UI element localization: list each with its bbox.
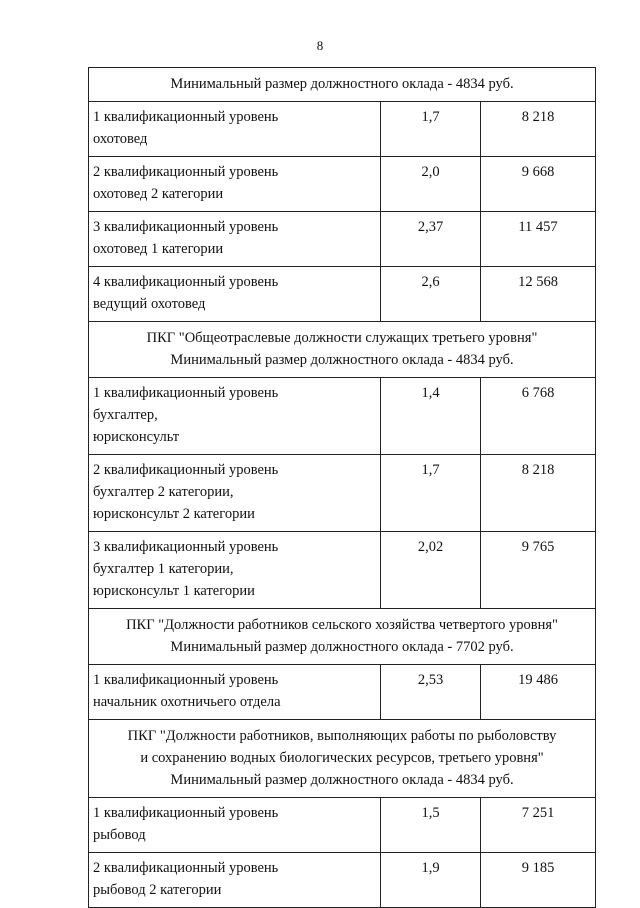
qualification-line: 1 квалификационный уровень: [93, 109, 279, 125]
table-row: [89, 212, 596, 267]
coefficient-cell: 1,5: [381, 798, 481, 853]
qualification-line: 2 квалификационный уровень: [93, 164, 279, 180]
qualification-line: юрисконсульт: [93, 429, 180, 445]
qualification-line: бухгалтер,: [93, 407, 158, 423]
qualification-level-cell: [89, 378, 381, 455]
table-row: [89, 455, 596, 532]
group-header: [89, 609, 596, 665]
qualification-line: охотовед 1 категории: [93, 241, 224, 257]
qualification-line: рыбовод 2 категории: [93, 882, 222, 898]
coefficient-cell: 2,0: [381, 157, 481, 212]
salary-cell: 9 668: [481, 157, 596, 212]
salary-cell: 19 486: [481, 665, 596, 720]
qualification-line: бухгалтер 1 категории,: [93, 561, 234, 577]
qualification-line: 1 квалификационный уровень: [93, 672, 279, 688]
qualification-level-cell: [89, 267, 381, 322]
qualification-level-cell: [89, 157, 381, 212]
salary-table-body: [89, 68, 596, 908]
salary-cell: 12 568: [481, 267, 596, 322]
group-header: [89, 68, 596, 102]
qualification-line: рыбовод: [93, 827, 146, 843]
table-row: [89, 378, 596, 455]
coefficient-cell: 1,7: [381, 102, 481, 157]
group-header-row: [89, 322, 596, 378]
salary-cell: 7 251: [481, 798, 596, 853]
qualification-line: 2 квалификационный уровень: [93, 860, 279, 876]
coefficient-cell: 1,7: [381, 455, 481, 532]
qualification-line: 2 квалификационный уровень: [93, 462, 279, 478]
coefficient-cell: 2,02: [381, 532, 481, 609]
table-row: [89, 532, 596, 609]
group-header-line: Минимальный размер должностного оклада - 7702 руб.: [170, 639, 514, 655]
coefficient-cell: 2,53: [381, 665, 481, 720]
qualification-level-cell: [89, 455, 381, 532]
page-number: 8: [316, 38, 324, 53]
group-header-line: и сохранению водных биологических ресурсов, третьего уровня": [140, 750, 544, 766]
group-header-line: Минимальный размер должностного оклада - 4834 руб.: [170, 352, 514, 368]
table-row: [89, 853, 596, 908]
qualification-level-cell: [89, 853, 381, 908]
qualification-line: 3 квалификационный уровень: [93, 539, 279, 555]
group-header-row: [89, 720, 596, 798]
qualification-line: 1 квалификационный уровень: [93, 805, 279, 821]
qualification-level-cell: [89, 102, 381, 157]
group-header-row: [89, 609, 596, 665]
salary-cell: 9 765: [481, 532, 596, 609]
table-row: [89, 102, 596, 157]
qualification-level-cell: [89, 665, 381, 720]
salary-table: [88, 67, 596, 908]
qualification-line: юрисконсульт 1 категории: [93, 583, 255, 599]
salary-cell: 9 185: [481, 853, 596, 908]
group-header-line: Минимальный размер должностного оклада - 4834 руб.: [170, 772, 514, 788]
coefficient-cell: 2,6: [381, 267, 481, 322]
qualification-level-cell: [89, 798, 381, 853]
qualification-level-cell: [89, 532, 381, 609]
table-row: [89, 267, 596, 322]
group-header-row: [89, 68, 596, 102]
qualification-line: 3 квалификационный уровень: [93, 219, 279, 235]
qualification-level-cell: [89, 212, 381, 267]
qualification-line: ведущий охотовед: [93, 296, 206, 312]
salary-cell: 6 768: [481, 378, 596, 455]
salary-cell: 11 457: [481, 212, 596, 267]
salary-cell: 8 218: [481, 102, 596, 157]
group-header-line: ПКГ "Общеотраслевые должности служащих третьего уровня": [146, 330, 538, 346]
table-row: [89, 665, 596, 720]
group-header-line: ПКГ "Должности работников, выполняющих работы по рыболовству: [127, 728, 557, 744]
table-row: [89, 798, 596, 853]
qualification-line: начальник охотничьего отдела: [93, 694, 281, 710]
coefficient-cell: 1,4: [381, 378, 481, 455]
qualification-line: охотовед: [93, 131, 148, 147]
group-header: [89, 720, 596, 798]
salary-cell: 8 218: [481, 455, 596, 532]
group-header-line: ПКГ "Должности работников сельского хозяйства четвертого уровня": [126, 617, 558, 633]
qualification-line: бухгалтер 2 категории,: [93, 484, 234, 500]
qualification-line: 4 квалификационный уровень: [93, 274, 279, 290]
qualification-line: юрисконсульт 2 категории: [93, 506, 255, 522]
coefficient-cell: 1,9: [381, 853, 481, 908]
qualification-line: охотовед 2 категории: [93, 186, 224, 202]
group-header: [89, 322, 596, 378]
group-header-line: Минимальный размер должностного оклада - 4834 руб.: [170, 76, 514, 92]
qualification-line: 1 квалификационный уровень: [93, 385, 279, 401]
table-row: [89, 157, 596, 212]
coefficient-cell: 2,37: [381, 212, 481, 267]
